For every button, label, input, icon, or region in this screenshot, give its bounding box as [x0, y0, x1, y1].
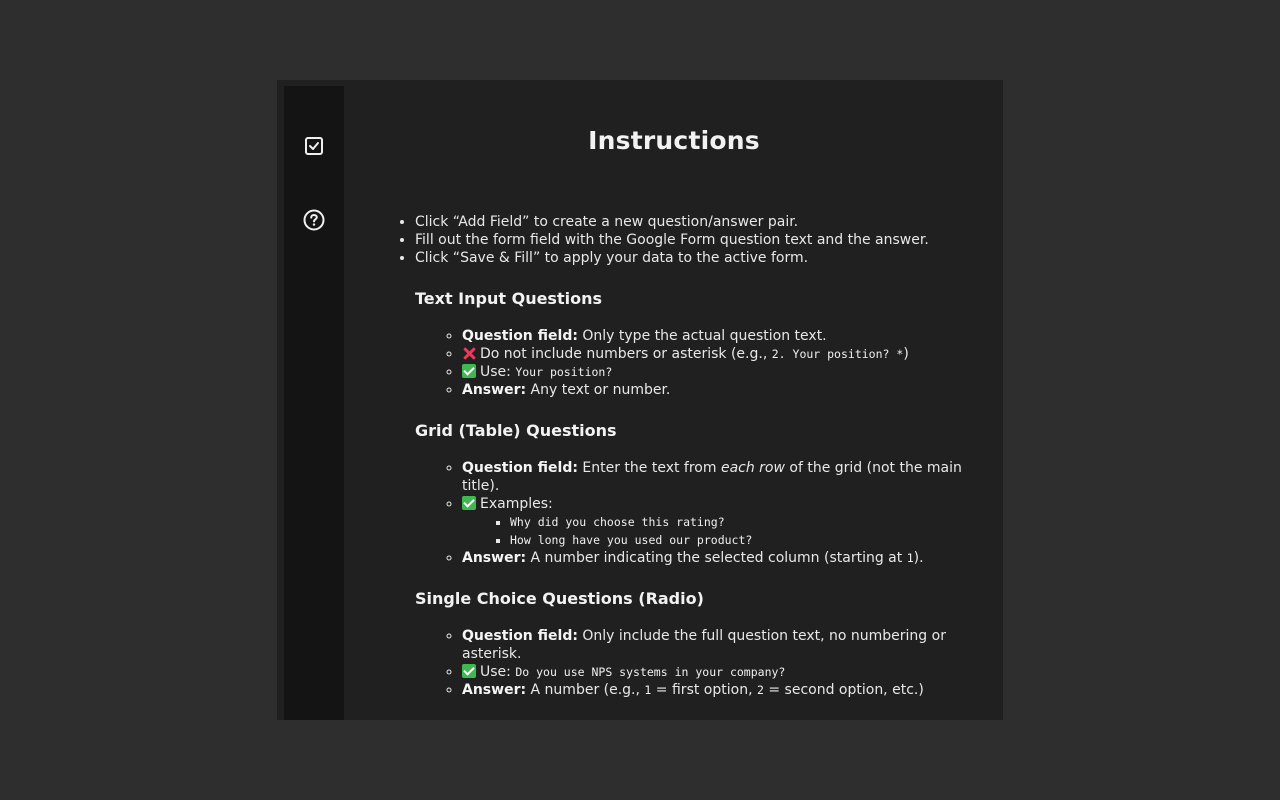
- single-choice-list: [415, 627, 975, 699]
- sidebar: [284, 86, 344, 720]
- list-item: ◦ Use: Your position?: [462, 363, 975, 381]
- list-item: • Fill out the form field with the Google Form question text and the answer.: [415, 231, 975, 249]
- list-item: • Click “Save & Fill” to apply your data to the active form.: [415, 249, 975, 267]
- instructions-panel: [277, 80, 1003, 720]
- list-item: ◦ Use: Do you use NPS systems in your company?: [462, 663, 975, 681]
- page-title: Instructions: [588, 126, 760, 155]
- list-item: ◦ Answer: A number indicating the selected column (starting at 1).: [462, 549, 975, 567]
- check-icon: [462, 664, 476, 678]
- list-item: ◦ Answer: Any text or number.: [462, 381, 975, 399]
- content: [345, 80, 1003, 720]
- list-item: ◦ Question field: Only include the full question text, no numbering or asterisk.: [462, 627, 975, 663]
- list-item: ◦ Do not include numbers or asterisk (e.g., 2. Your position? *): [462, 345, 975, 363]
- instructions-body: [415, 213, 975, 699]
- help-icon[interactable]: [303, 209, 325, 231]
- list-item: ▪ How long have you used our product?: [510, 531, 975, 549]
- section-heading: Text Input Questions: [415, 289, 602, 308]
- list-item: ◦ Examples: ▪ Why did you choose this rating? ▪ How long have you used our product?: [462, 495, 975, 549]
- section-heading: Grid (Table) Questions: [415, 421, 617, 440]
- examples-list: [462, 513, 975, 549]
- check-icon: [462, 496, 476, 510]
- intro-list: [415, 213, 975, 267]
- grid-list: [415, 459, 975, 567]
- checkbox-icon[interactable]: [303, 135, 325, 157]
- list-item: • Click “Add Field” to create a new question/answer pair.: [415, 213, 975, 231]
- cross-icon: [462, 346, 476, 360]
- list-item: ◦ Answer: A number (e.g., 1 = first option, 2 = second option, etc.): [462, 681, 975, 699]
- text-input-list: [415, 327, 975, 399]
- section-heading: Single Choice Questions (Radio): [415, 589, 704, 608]
- check-icon: [462, 364, 476, 378]
- list-item: ◦ Question field: Only type the actual question text.: [462, 327, 975, 345]
- list-item: ◦ Question field: Enter the text from each row of the grid (not the main title).: [462, 459, 975, 495]
- list-item: ▪ Why did you choose this rating?: [510, 513, 975, 531]
